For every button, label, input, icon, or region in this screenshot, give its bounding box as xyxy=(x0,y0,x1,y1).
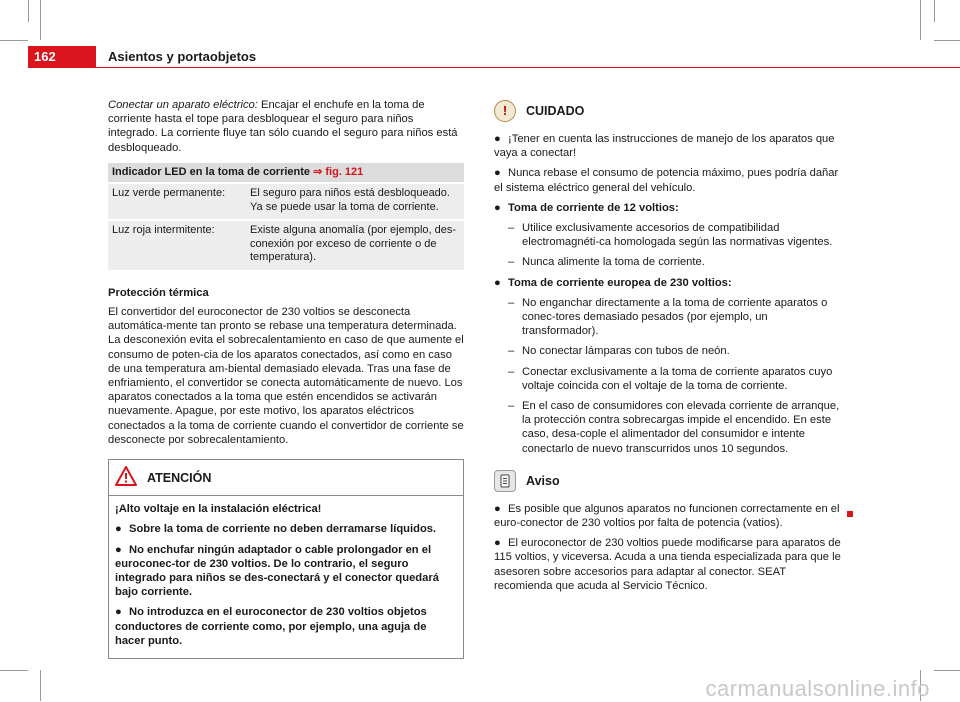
sub-list-item: – Conectar exclusivamente a la toma de corriente aparatos cuyo voltaje coincida con el voltaje de la toma de corriente. xyxy=(508,365,833,392)
led-indicator-table xyxy=(108,163,464,272)
page-number: 162 xyxy=(28,46,96,68)
header-rule xyxy=(96,67,960,68)
list-item-text: El euroconector de 230 voltios puede modificarse para aparatos de 115 voltios, y viceversa. Acuda a una tienda especializada para que le asesoren sobre accesorios para adaptar al conector. SEAT recomienda que acuda al Servicio Técnico. xyxy=(494,537,841,592)
list-item: ● Toma de corriente de 12 voltios: xyxy=(494,201,679,214)
exclamation-circle-icon: ! xyxy=(494,100,516,122)
intro-text: Encajar el enchufe en la toma de corriente hasta el tope para desbloquear el seguro para niños integrado. La corriente fluye tan sólo cuando el seguro para niños está desbloqueado. xyxy=(108,99,458,154)
page-header xyxy=(28,46,960,68)
note-title: Aviso xyxy=(526,473,560,488)
list-item-text: Es posible que algunos aparatos no funcionen correctamente en el euro-conector de 230 voltios por falta de potencia (vatios). xyxy=(494,502,840,530)
crop-mark xyxy=(28,0,29,22)
list-item: ● Toma de corriente europea de 230 voltios: xyxy=(494,276,732,289)
right-column xyxy=(494,98,846,599)
led-state: Luz roja intermitente: xyxy=(108,220,246,271)
warning-lead: ¡Alto voltaje en la instalación eléctrica! xyxy=(115,503,322,516)
warning-title: ATENCIÓN xyxy=(147,470,212,485)
sub-list-item-text: No conectar lámparas con tubos de neón. xyxy=(522,345,730,358)
table-row xyxy=(108,183,464,220)
list-item: ● Sobre la toma de corriente no deben derramarse líquidos. xyxy=(115,523,437,536)
intro-paragraph xyxy=(108,98,464,155)
sub-list-item: – En el caso de consumidores con elevada corriente de arranque, la protección contra sobrecargas impide el encendido. En este caso, desa-cople el alimentador del consumidor e intente conectarlo de nuevo transcurridos unos 10 segundos. xyxy=(508,400,840,455)
sub-list-item-text: Nunca alimente la toma de corriente. xyxy=(522,256,705,269)
list-item: ● No introduzca en el euroconector de 230 voltios objetos conductores de corriente como, por ejemplo, una aguja de hacer punto. xyxy=(115,606,427,647)
sub-list-item: – Nunca alimente la toma de corriente. xyxy=(508,256,705,269)
warning-box xyxy=(108,459,464,659)
intro-label: Conectar un aparato eléctrico: xyxy=(108,99,258,111)
list-item: ● Nunca rebase el consumo de potencia máximo, pues podría dañar el sistema eléctrico general del vehículo. xyxy=(494,167,839,194)
list-item: ● No enchufar ningún adaptador o cable prolongador en el euroconec-tor de 230 voltios. De lo contrario, el seguro integrado para niños se des-conectará y el conector quedará bajo corriente. xyxy=(115,543,439,599)
list-item-text: No enchufar ningún adaptador o cable prolongador en el euroconec-tor de 230 voltios. De lo contrario, el seguro integrado para niños se des-conectará y el conector quedará bajo corriente. xyxy=(115,543,439,599)
list-item-text: No introduzca en el euroconector de 230 voltios objetos conductores de corriente como, por ejemplo, una aguja de hacer punto. xyxy=(115,606,427,647)
list-item-text: ¡Tener en cuenta las instrucciones de manejo de los aparatos que vaya a conectar! xyxy=(494,133,835,160)
list-item: ● El euroconector de 230 voltios puede modificarse para aparatos de 115 voltios, y viceversa. Acuda a una tienda especializada para que le asesoren sobre accesorios para adaptar al conector. SEAT recomienda que acuda al Servicio Técnico. xyxy=(494,537,841,592)
warning-triangle-icon xyxy=(115,466,137,489)
warning-header xyxy=(109,460,463,496)
crop-mark xyxy=(920,0,921,40)
left-column xyxy=(108,98,464,659)
figure-link[interactable]: ⇒ fig. 121 xyxy=(313,165,364,178)
crop-mark xyxy=(934,40,960,41)
led-meaning: Existe alguna anomalía (por ejemplo, des-conexión por exceso de corriente o de temperatura). xyxy=(246,220,464,271)
led-table-header-text: Indicador LED en la toma de corriente xyxy=(112,165,314,178)
list-item-text: Sobre la toma de corriente no deben derramarse líquidos. xyxy=(129,523,437,536)
sub-list-item: – No conectar lámparas con tubos de neón. xyxy=(508,345,730,358)
list-item-text: Toma de corriente de 12 voltios: xyxy=(508,201,679,214)
sub-list-item: – No enganchar directamente a la toma de corriente aparatos o conec-tores demasiado pesados (por ejemplo, un transformador). xyxy=(508,296,828,338)
table-row xyxy=(108,220,464,271)
sub-list-item-text: En el caso de consumidores con elevada corriente de arranque, la protección contra sobrecargas impide el encendido. En este caso, desa-cople el alimentador del consumidor e intente conectarlo de nuevo transcurridos unos 10 segundos. xyxy=(522,400,840,455)
sub-list-item: – Utilice exclusivamente accesorios de compatibilidad electromagnéti-ca homologada según las normativas vigentes. xyxy=(508,222,833,249)
caution-title: CUIDADO xyxy=(526,103,585,118)
sub-list-item-text: Utilice exclusivamente accesorios de compatibilidad electromagnéti-ca homologada según las normativas vigentes. xyxy=(522,222,833,249)
led-state: Luz verde permanente: xyxy=(108,183,246,220)
list-item-text: Toma de corriente europea de 230 voltios: xyxy=(508,276,732,289)
list-item-text: Nunca rebase el consumo de potencia máximo, pues podría dañar el sistema eléctrico general del vehículo. xyxy=(494,167,839,194)
thermal-title: Protección térmica xyxy=(108,286,209,299)
section-title: Asientos y portaobjetos xyxy=(108,49,257,64)
crop-mark xyxy=(40,670,41,701)
crop-mark xyxy=(934,670,960,671)
sub-list-item-text: No enganchar directamente a la toma de corriente aparatos o conec-tores demasiado pesados (por ejemplo, un transformador). xyxy=(522,296,828,338)
note-info-icon xyxy=(494,470,516,492)
caution-header xyxy=(494,100,846,122)
list-item: ● Es posible que algunos aparatos no funcionen correctamente en el euro-conector de 230 voltios por falta de potencia (vatios). xyxy=(494,502,840,530)
crop-mark xyxy=(40,0,41,40)
section-end-marker xyxy=(847,511,853,517)
watermark: carmanualsonline.info xyxy=(705,676,930,701)
note-header xyxy=(494,470,846,492)
crop-mark xyxy=(0,670,28,671)
list-item: ● ¡Tener en cuenta las instrucciones de manejo de los aparatos que vaya a conectar! xyxy=(494,133,835,160)
led-table-header xyxy=(108,163,464,184)
thermal-text: El convertidor del euroconector de 230 voltios se desconecta automática-mente tan pronto se rebase una temperatura determinada. La desconexión evita el sobrecalentamiento en caso de que aumente el consumo de poten-cia de los aparatos conectados, así como en caso de una temperatura am-biental demasiado elevada. Tras una fase de enfriamiento, el convertidor se conecta automáticamente de nuevo. Los aparatos conectados a la toma que estén encendidos se activarán nuevamente. Apague, por este motivo, los aparatos eléctricos conectados a la toma de corriente cuando el convertidor de corriente se desconecte por sobrecalentamiento. xyxy=(108,306,464,446)
sub-list-item-text: Conectar exclusivamente a la toma de corriente aparatos cuyo voltaje coincida con el voltaje de la toma de corriente. xyxy=(522,365,833,392)
led-meaning: El seguro para niños está desbloqueado. Ya se puede usar la toma de corriente. xyxy=(246,183,464,220)
warning-body xyxy=(109,496,463,658)
crop-mark xyxy=(0,40,28,41)
crop-mark xyxy=(934,0,935,22)
